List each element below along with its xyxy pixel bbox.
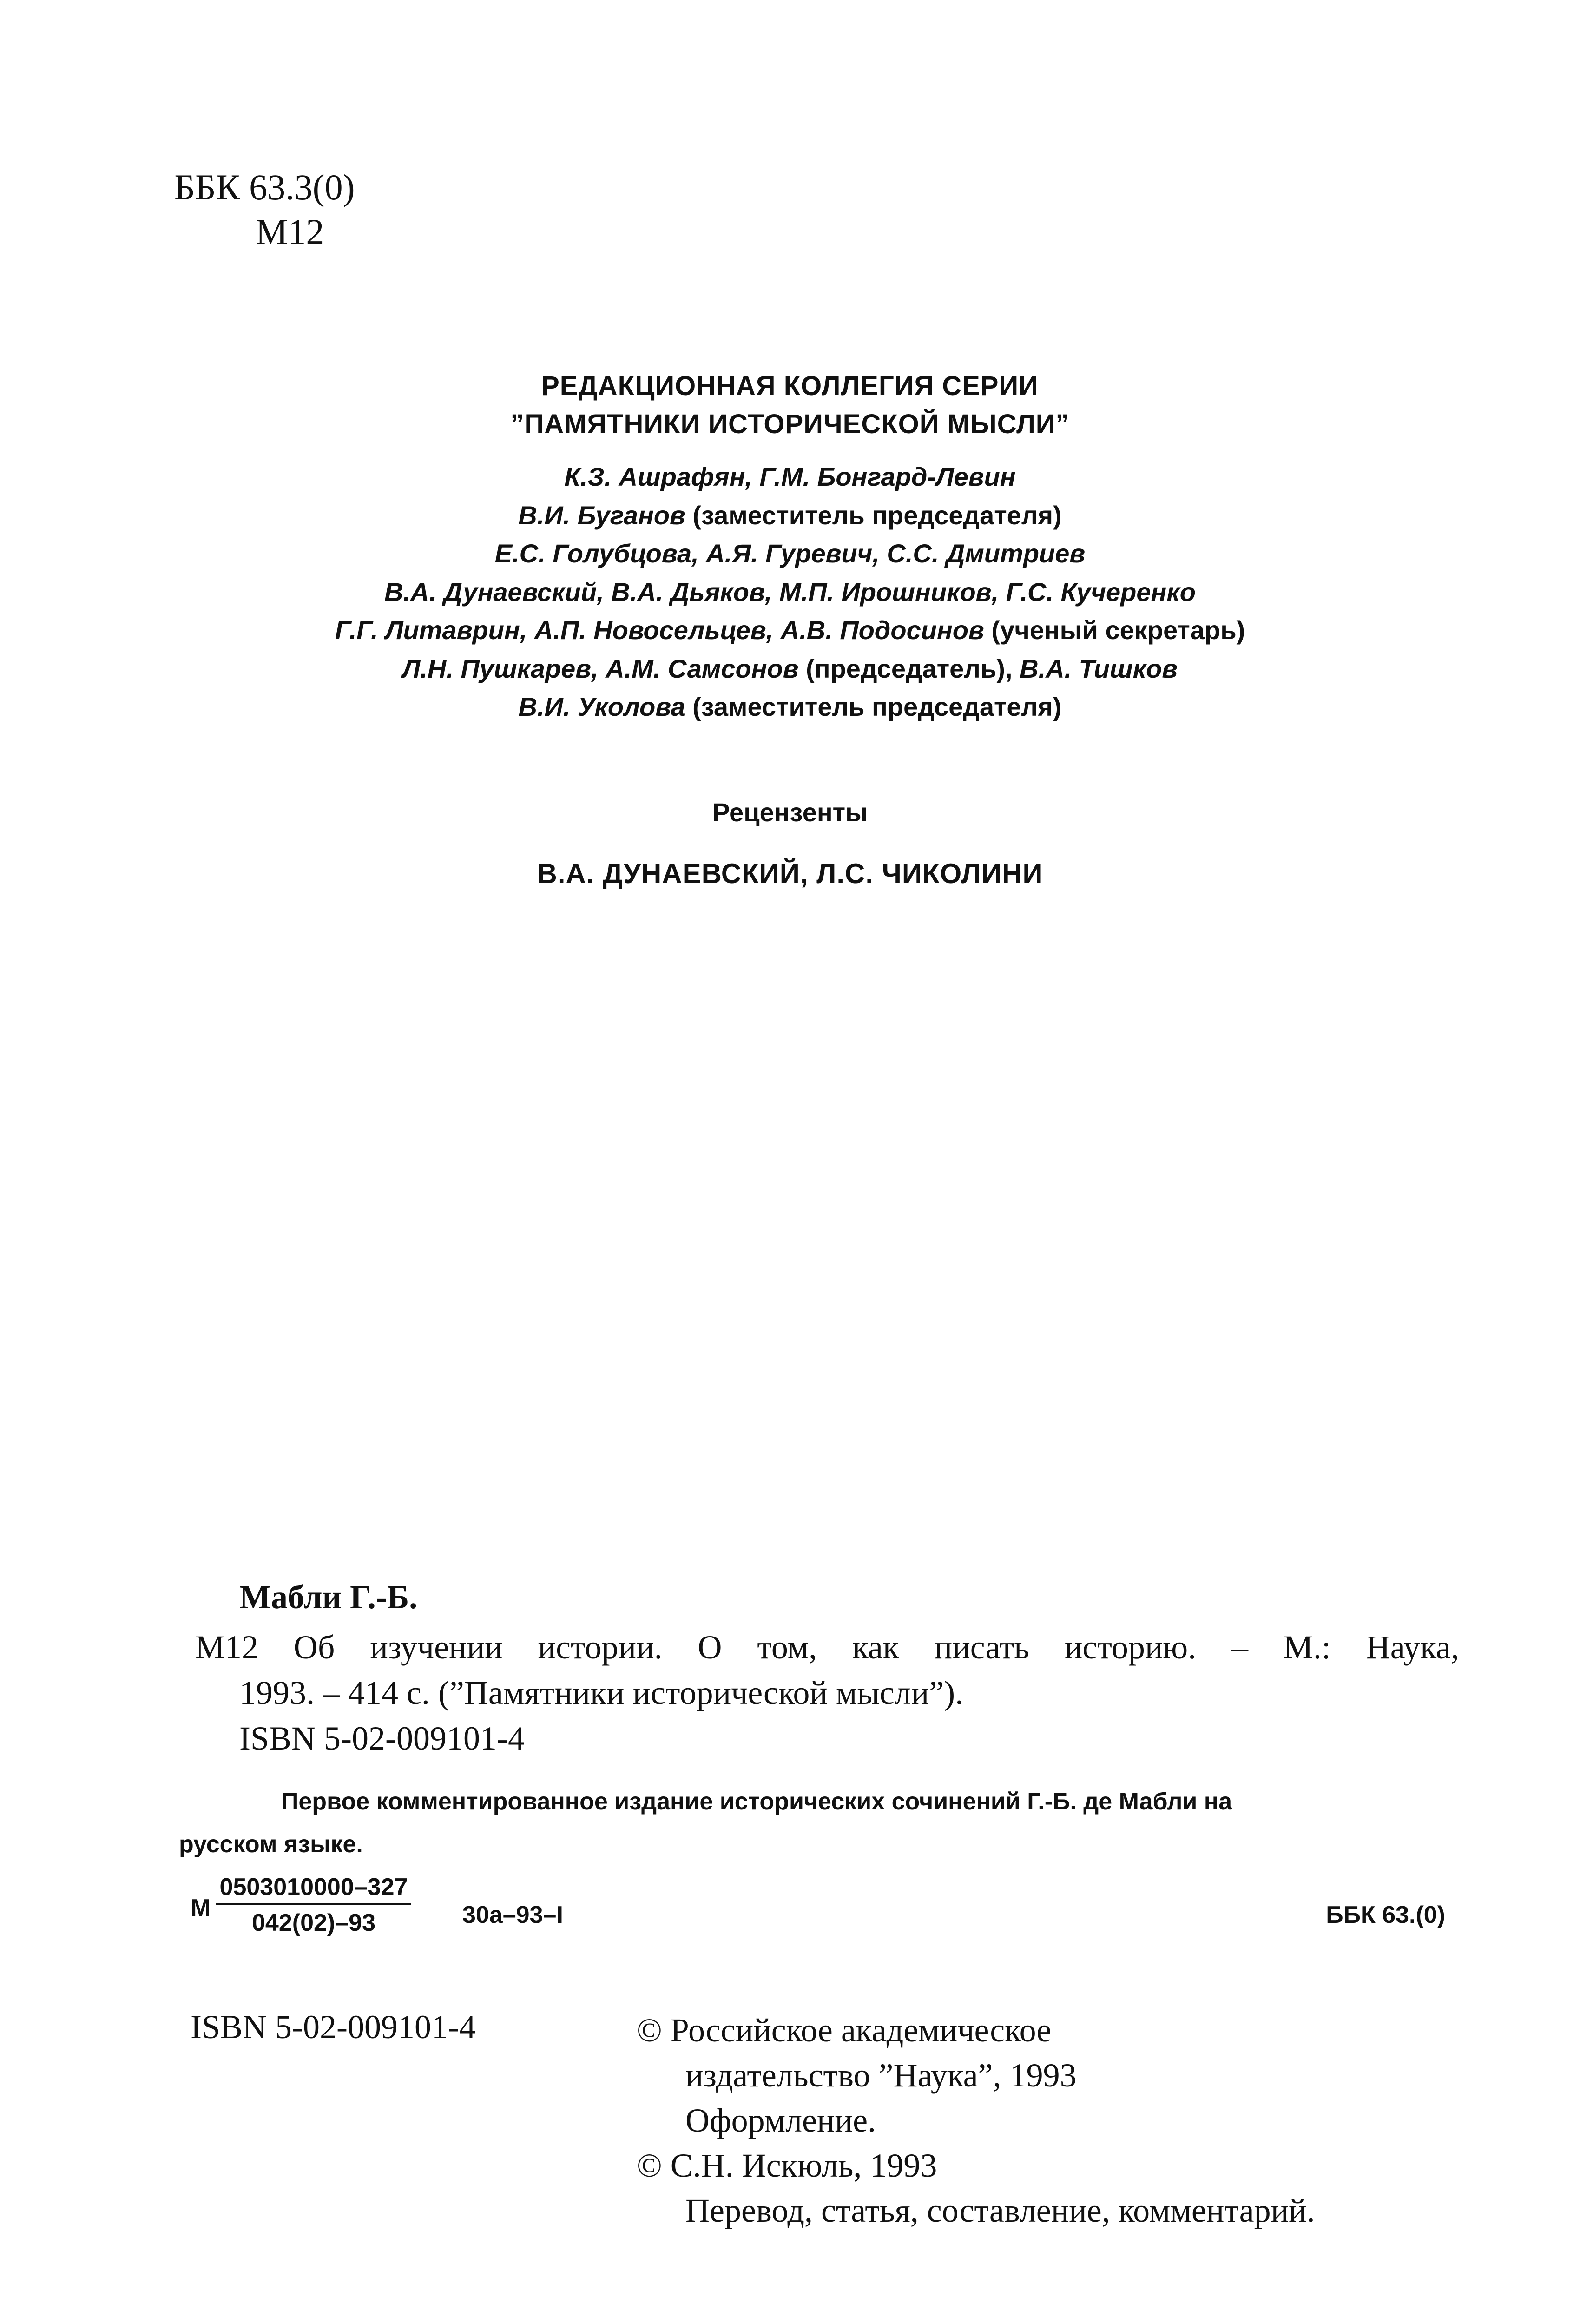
bib-word: М.: <box>1283 1629 1331 1666</box>
author-code: М12 <box>256 211 324 252</box>
reviewers-label: Рецензенты <box>712 798 868 827</box>
member-line: В.А. Дунаевский, В.А. Дьяков, М.П. Ирошников, Г.С. Кучеренко <box>384 577 1196 607</box>
copyright-line: © Российское академическое <box>637 2012 1052 2049</box>
bib-word: О <box>698 1629 722 1666</box>
member-line: Г.Г. Литаврин, А.П. Новосельцев, А.В. Подосинов (ученый секретарь) <box>335 615 1245 645</box>
annotation-line-1: Первое комментированное издание исторических сочинений Г.-Б. де Мабли на <box>281 1788 1232 1815</box>
bib-word: как <box>852 1629 899 1666</box>
member-line: К.З. Ашрафян, Г.М. Бонгард-Левин <box>564 462 1016 491</box>
copyright-line: © С.Н. Искюль, 1993 <box>637 2147 937 2184</box>
member-line: Л.Н. Пушкарев, А.М. Самсонов (председатель), В.А. Тишков <box>402 654 1178 683</box>
copyright-block <box>637 2008 1315 2233</box>
isbn-footer: ISBN 5-02-009101-4 <box>191 2008 476 2046</box>
bib-word: изучении <box>370 1629 503 1666</box>
copyright-line: Оформление. <box>685 2102 876 2139</box>
member-line: Е.С. Голубцова, А.Я. Гуревич, С.С. Дмитриев <box>494 539 1086 568</box>
bibliographic-entry <box>195 1624 1459 1761</box>
board-title-line-2: ”ПАМЯТНИКИ ИСТОРИЧЕСКОЙ МЫСЛИ” <box>510 409 1070 439</box>
bbk-index: ББК 63.3(0) <box>174 167 355 207</box>
annotation <box>179 1780 1459 1866</box>
member-line: В.И. Уколова (заместитель председателя) <box>518 692 1062 721</box>
bib-word: – <box>1231 1629 1249 1666</box>
cipher-denominator: 042(02)–93 <box>252 1909 375 1936</box>
bib-word: писать <box>934 1629 1029 1666</box>
bib-isbn: ISBN 5-02-009101-4 <box>239 1720 525 1757</box>
cipher-numerator: 0503010000–327 <box>216 1873 411 1905</box>
cipher-lead: М <box>191 1895 211 1921</box>
member-line: В.И. Буганов (заместитель председателя) <box>518 500 1062 530</box>
bib-word: историю. <box>1064 1629 1197 1666</box>
classification-block <box>174 165 355 254</box>
reviewers-names: В.А. ДУНАЕВСКИЙ, Л.С. ЧИКОЛИНИ <box>537 858 1043 889</box>
bbk-bottom: ББК 63.(0) <box>1326 1901 1445 1928</box>
bib-line-2: 1993. – 414 с. (”Памятники исторической мысли”). <box>239 1674 964 1711</box>
annotation-line-2: русском языке. <box>179 1831 363 1858</box>
copyright-line: Перевод, статья, составление, комментарий. <box>685 2192 1315 2229</box>
author-heading: Мабли Г.-Б. <box>239 1578 418 1616</box>
bib-line-1 <box>195 1624 1459 1670</box>
bib-word: Об <box>293 1629 335 1666</box>
bib-code: М12 <box>195 1629 259 1666</box>
cipher-fraction <box>216 1873 411 1937</box>
bib-word: Наука, <box>1366 1629 1459 1666</box>
editorial-board-title <box>0 367 1580 443</box>
editorial-board-members <box>0 458 1580 726</box>
cipher-code: 30а–93–I <box>462 1901 563 1928</box>
bib-word: том, <box>757 1629 817 1666</box>
board-title-line-1: РЕДАКЦИОННАЯ КОЛЛЕГИЯ СЕРИИ <box>541 371 1039 401</box>
bib-word: истории. <box>538 1629 663 1666</box>
copyright-line: издательство ”Наука”, 1993 <box>685 2057 1077 2094</box>
